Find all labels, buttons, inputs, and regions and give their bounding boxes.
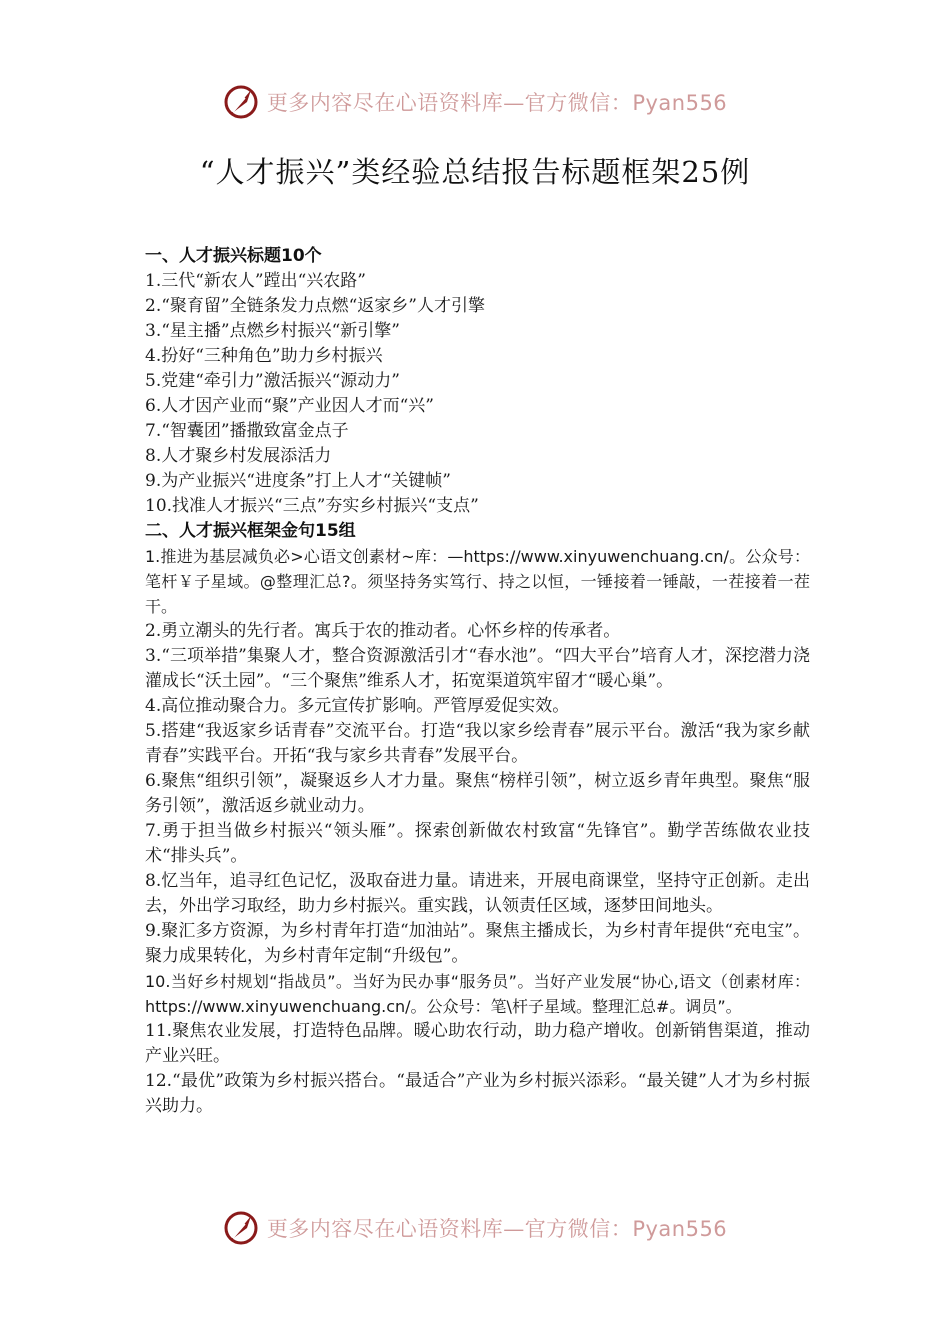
- list-item: 4.高位推动聚合力。多元宣传扩影响。严管厚爱促实效。: [145, 696, 570, 716]
- list-item: 5.党建“牵引力”激活振兴“源动力”: [145, 371, 400, 391]
- list-item: 4.扮好“三种角色”助力乡村振兴: [145, 346, 383, 366]
- header-banner-text: [267, 87, 727, 117]
- quill-logo-icon: [223, 84, 259, 120]
- footer-banner-text: [267, 1213, 727, 1243]
- list-item: 12.“最优”政策为乡村振兴搭台。“最适合”产业为乡村振兴添彩。“最关键”人才为乡村振兴助力。: [145, 1071, 810, 1116]
- list-item: 3.“星主播”点燃乡村振兴“新引擎”: [145, 321, 400, 341]
- list-item: 7.勇于担当做乡村振兴“领头雁”。探索创新做农村致富“先锋官”。勤学苦练做农业技术“排头兵”。: [145, 821, 810, 866]
- document-body: [145, 244, 810, 1119]
- list-item: 10.当好乡村规划“指战员”。当好为民办事“服务员”。当好产业发展“协心,语文（创素材库：https://www.xinyuwenchuang.cn/。公众号：笔\杆子星域。整理汇总#。调员”。: [145, 972, 810, 1016]
- list-item: 10.找准人才振兴“三点”夯实乡村振兴“支点”: [145, 496, 479, 516]
- footer-banner-cn: 更多内容尽在心语资料库—官方微信：: [266, 1217, 633, 1241]
- list-item: 9.为产业振兴“进度条”打上人才“关键帧”: [145, 471, 451, 491]
- header-banner-wechat-id: Pyan556: [632, 91, 728, 115]
- header-banner-cn: 更多内容尽在心语资料库—官方微信：: [266, 91, 633, 115]
- footer-banner: [0, 1210, 950, 1246]
- header-banner: [0, 84, 950, 120]
- list-item: 3.“三项举措”集聚人才，整合资源激活引才“春水池”。“四大平台”培育人才，深挖潜力浇灌成长“沃土园”。“三个聚焦”维系人才，拓宽渠道筑牢留才“暖心巢”。: [145, 646, 810, 691]
- quill-logo-icon: [223, 1210, 259, 1246]
- list-item: 1.推进为基层减负必>心语文创素材~库：—https://www.xinyuwenchuang.cn/。公众号：笔杆￥子星域。@整理汇总?。须坚持务实笃行、持之以恒，一锤接着一锤敲，一茬接着一茬干。: [145, 547, 810, 616]
- section-heading-titles: 一、人才振兴标题10个: [145, 246, 322, 266]
- list-item: 6.人才因产业而“聚”产业因人才而“兴”: [145, 396, 434, 416]
- list-item: 11.聚焦农业发展，打造特色品牌。暖心助农行动，助力稳产增收。创新销售渠道，推动产业兴旺。: [145, 1021, 810, 1066]
- list-item: 5.搭建“我返家乡话青春”交流平台。打造“我以家乡绘青春”展示平台。激活“我为家乡献青春”实践平台。开拓“我与家乡共青春”发展平台。: [145, 721, 810, 766]
- section-heading-sentences: 二、人才振兴框架金句15组: [145, 521, 356, 541]
- page-title: “人才振兴”类经验总结报告标题框架25例: [199, 155, 751, 189]
- list-item: 2.“聚育留”全链条发力点燃“返家乡”人才引擎: [145, 296, 485, 316]
- list-item: 9.聚汇多方资源，为乡村青年打造“加油站”。聚焦主播成长，为乡村青年提供“充电宝”。聚力成果转化，为乡村青年定制“升级包”。: [145, 921, 810, 966]
- list-item: 8.忆当年，追寻红色记忆，汲取奋进力量。请进来，开展电商课堂，坚持守正创新。走出去，外出学习取经，助力乡村振兴。重实践，认领责任区域，逐梦田间地头。: [145, 871, 810, 916]
- list-item: 6.聚焦“组织引领”，凝聚返乡人才力量。聚焦“榜样引领”，树立返乡青年典型。聚焦“服务引领”，激活返乡就业动力。: [145, 771, 810, 816]
- list-item: 7.“智囊团”播撒致富金点子: [145, 421, 349, 441]
- footer-banner-wechat-id: Pyan556: [632, 1217, 728, 1241]
- list-item: 1.三代“新农人”蹚出“兴农路”: [145, 271, 366, 291]
- list-item: 8.人才聚乡村发展添活力: [145, 446, 332, 466]
- list-item: 2.勇立潮头的先行者。寓兵于农的推动者。心怀乡梓的传承者。: [145, 621, 621, 641]
